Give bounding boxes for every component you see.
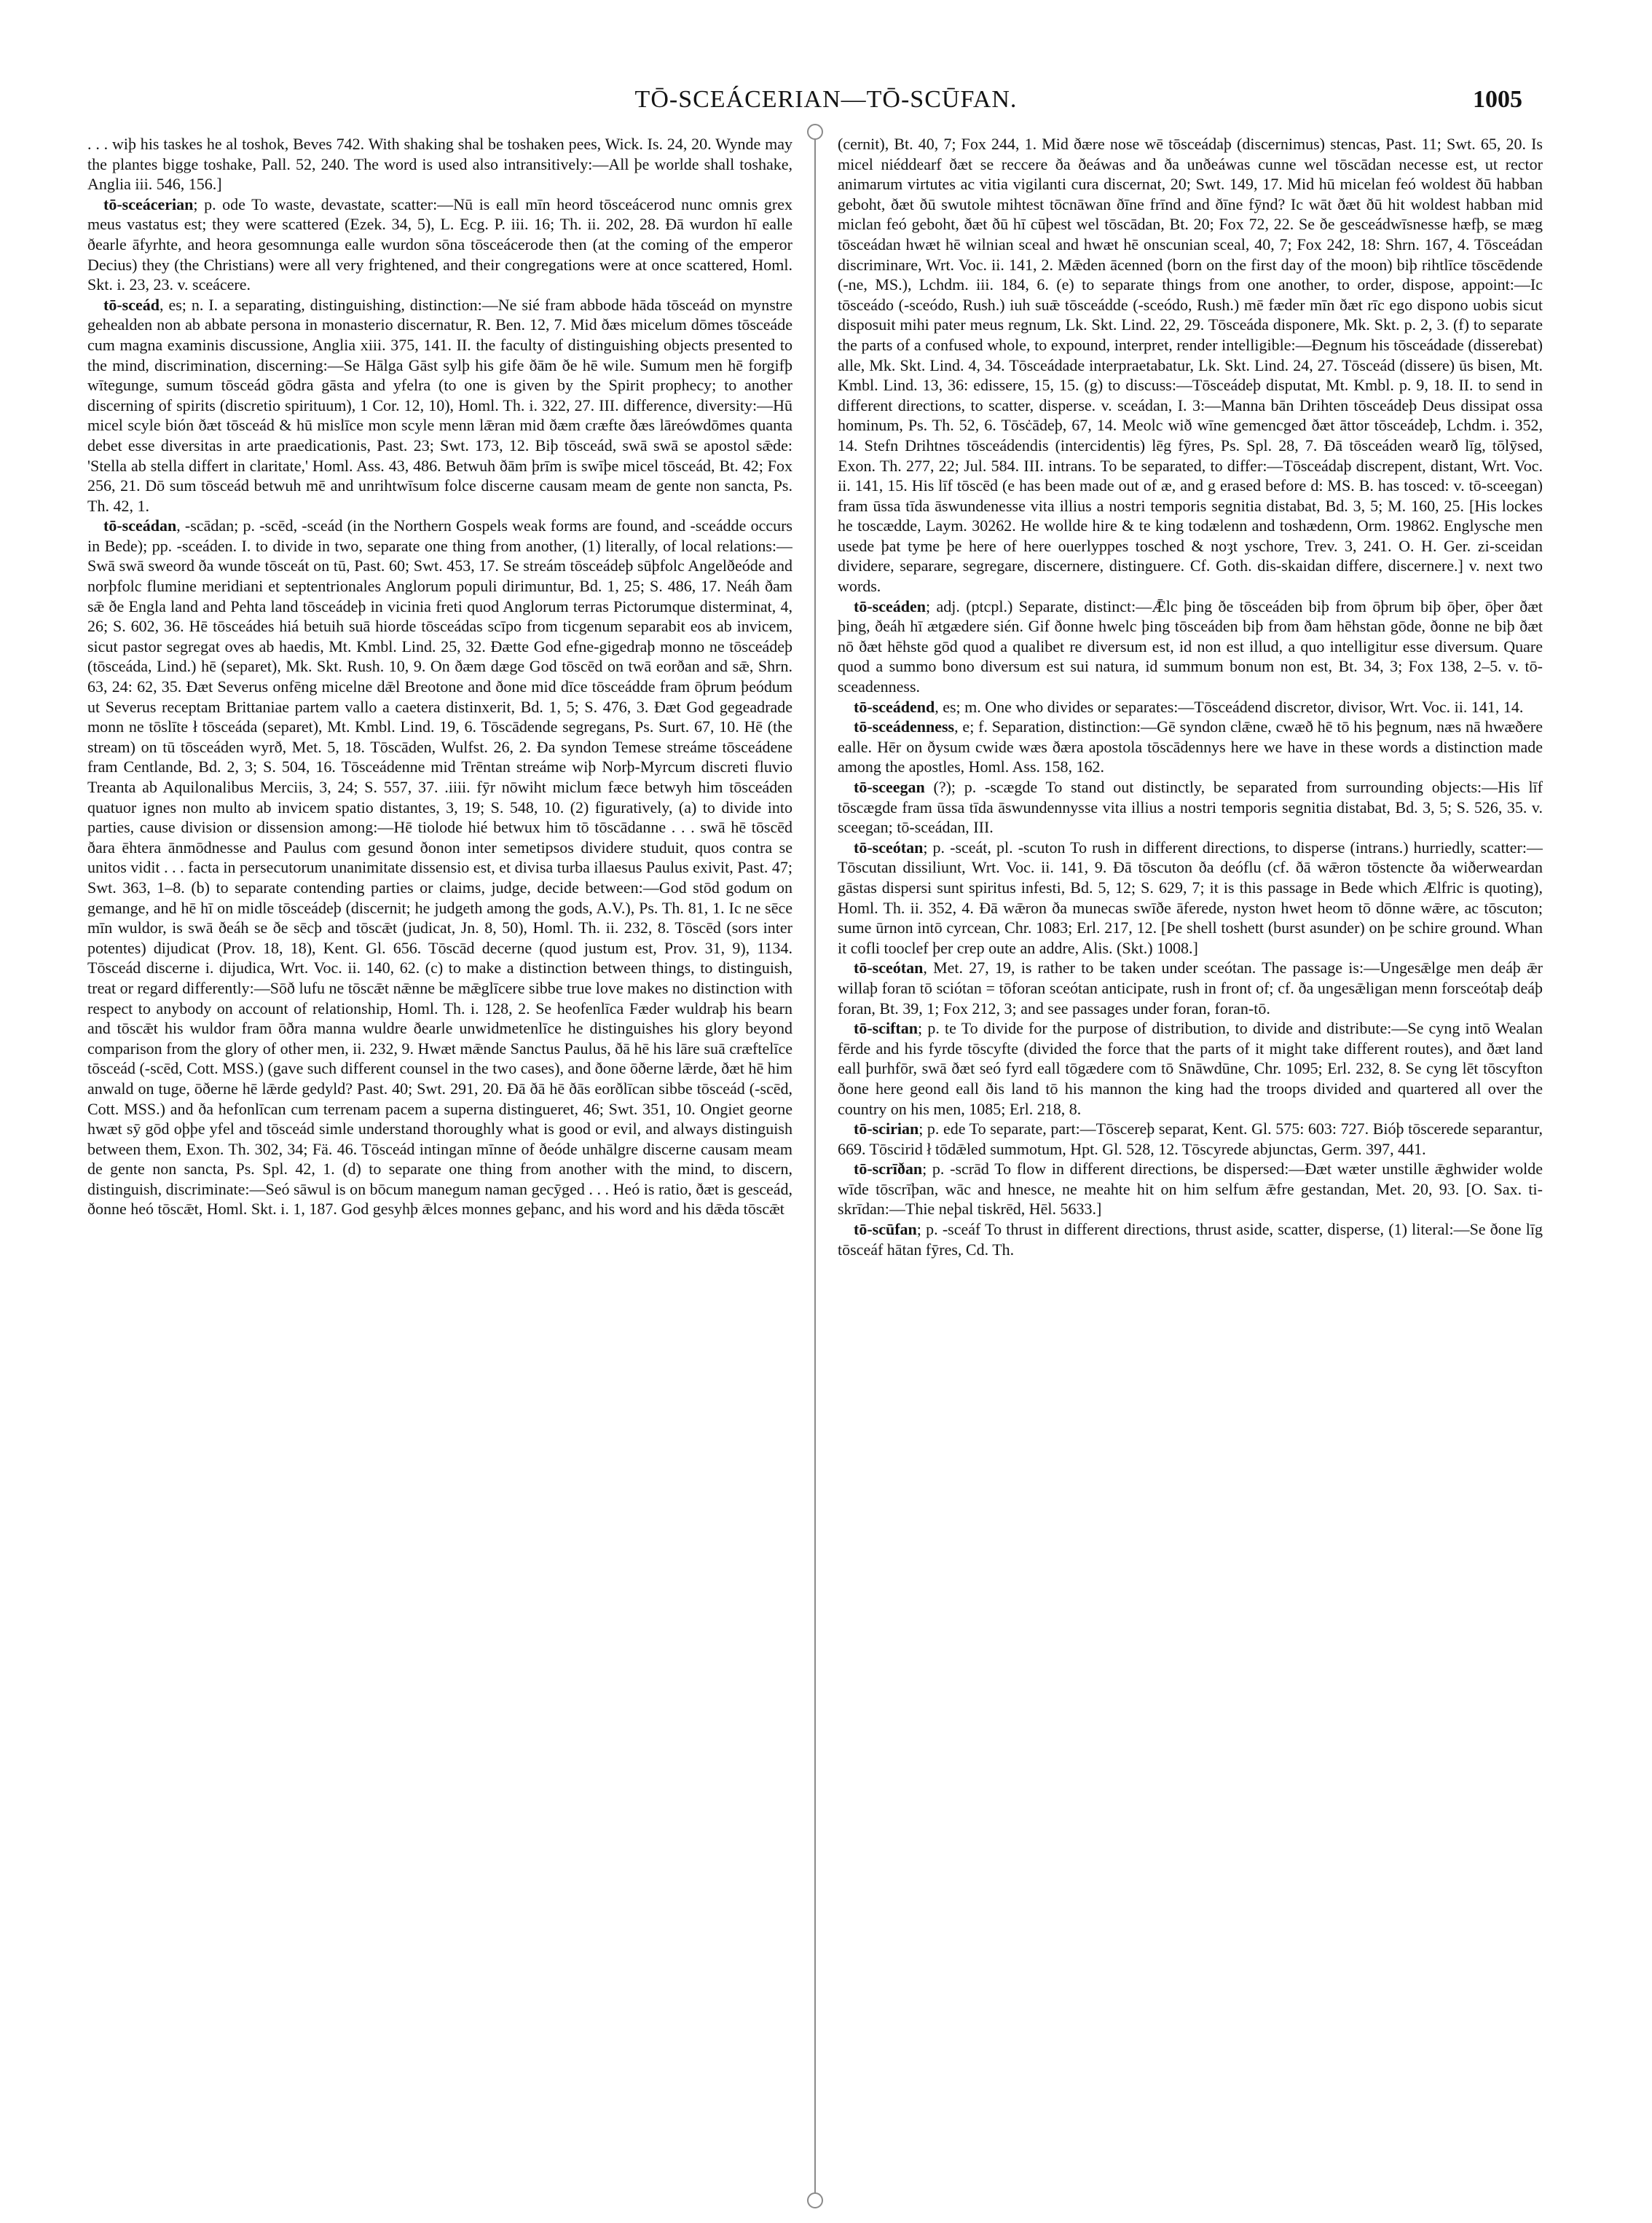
entry-text: ; p. ode To waste, devastate, scatter:—Nū is eall mīn heord tōsceácerod nunc omnis grex meus vastatus est; they were scattered (Ezek. 34, 5), L. Ecg. P. iii. 16; Th. ii. 202, 28. Ðā wurdon hī ealle ðearle āfyrhte, and heora gesomnunga ealle wurdon sōna tōsceácerode then (at the coming of the emperor Decius) they (the Christians) were all very frightened, and their congregations were at once scattered, Homl. Skt. i. 23, 23. v. sceácere. [87,194,792,294]
entry-text: (cernit), Bt. 40, 7; Fox 244, 1. Mid ðære nose wē tōsceádaþ (discernimus) stencas, Past. 11; Swt. 65, 20. Is micel niéddearf ðæt se reccere ða ðeáwas and ða unðeáwas cunne wel tōscādan necesse est, ut rector animarum virtutes ac vitia vigilanti cura discernat, 20; Swt. 149, 17. Mid hū micelan feó woldest ðū habban geboht, ðæt ðū swutole mihtest tōcnāwan ðīne frīnd and ðīne fȳnd? Ic wāt ðæt ðū hit woldest habban mid miclan feó geboht, ðæt ðū hī cūþest wel tōscādan, Bt. 20; Fox 72, 22. Se ðe gesceádwīsnesse hæfþ, se mæg tōsceádan hwæt hē wilnian sceal and hwæt hē onscunian sceal, 40, 7; Fox 242, 18: Shrn. 167, 4. Tōsceádan discriminare, Wrt. Voc. ii. 141, 2. Mǣden ācenned (born on the first day of the moon) biþ rihtlīce tōscēdende (-ne, MS.), Lchdm. iii. 184, 6. (e) to separate things from one another, to order, dispose, appoint:—Ic tōsceádo (-sceódo, Rush.) iuh suǣ tōsceádde (-sceódo, Rush.) mē fæder mīn ðæt rīc ego dispono uobis sicut disposuit mihi pater meus regnum, Lk. Skt. Lind. 22, 29. Tōsceáda disponere, Mk. Skt. p. 2, 3. (f) to separate the parts of a confused whole, to expound, interpret, render intelligible:—Ðegnum his tōsceádade (disserebat) alle, Mk. Skt. Lind. 4, 34. Tōsceádade interpraetabatur, Lk. Skt. Lind. 24, 27. Tōsceád (dissere) ūs bisen, Mt. Kmbl. Lind. 13, 36: edissere, 15, 15. (g) to discuss:—Tōsceádeþ disputat, Mt. Kmbl. p. 9, 18. II. to send in different directions, to scatter, disperse. v. sceádan, I. 3:—Manna bān Drihten tōsceádeþ Deus dissipat ossa hominum, Ps. Th. 52, 6. Tōsċādeþ, 67, 14. Meolc wið wīne gemencged ðæt āttor tōsceádeþ, Lchdm. i. 352, 14. Stefn Drihtnes tōsceádendis (intercidentis) lēg fȳres, Ps. Spl. 28, 7. Ðā tōsceáden wearð līg, tōlȳsed, Exon. Th. 277, 22; Jul. 584. III. intrans. To be separated, to differ:—Tōsceádaþ discrepent, distant, Wrt. Voc. ii. 141, 15. His līf tōscēd (e has been made out of æ, and g erased before d: MS. B. has tosced: v. tō-sceegan) fram ūssa tīda āswundenesse vita illius a nostri temporis segnitia distabat, Bd. 3, 5; M. 160, 25. [His lockes he toscædde, Laym. 30262. He wollde hire & te king todælenn and toshædenn, Orm. 19862. Englysche men usede þat tyme þe here of here ouerlyppes tosched & noȝt yschore, Trev. 3, 241. O. H. Ger. zi-sceidan dividere, separare, segregare, discernere, distinguere. Cf. Goth. dis-skaidan differe, discernere.] v. next two words. [838,135,1543,596]
entry-text: ; p. -sceáf To thrust in different directions, thrust aside, scatter, disperse, (1) literal:—Se ðone līg tōsceáf hātan fȳres, Cd. Th. [838,1220,1543,1259]
entry-continuation [87,134,792,194]
entry-headword: tō-sceád [103,295,160,314]
entry-headword: tō-scirian [854,1120,919,1138]
divider-ornament-bottom [807,2192,823,2208]
entry-text: ; adj. (ptcpl.) Separate, distinct:—Ǣlc þing ðe tōsceáden biþ from ōþrum biþ ōþer, ōþer ðæt þing, ðeáh hī ætgædere sién. Gif ðonne hwelc þing tōsceáden biþ from ðam hēhstan gōde, ðonne ne biþ ðæt nō ðæt hēhste gōd quod a qualibet re diversum est, id non est illud, a quo intelligitur esse diversum. Quare quod a summo bono diversum est sui natura, id summum bonum non est, Bt. 34, 3; Fox 138, 2–5. v. tō-sceadenness. [838,597,1543,696]
dictionary-entry [838,1018,1543,1119]
divider-ornament-top [807,124,823,140]
entry-headword: tō-sceádend [854,697,935,716]
column-divider [814,130,816,2198]
entry-continuation [838,134,1543,597]
entry-text: , e; f. Separation, distinction:—Gē syndon clǣne, cwæð hē tō his þegnum, næs nā hwæðere ealle. Hēr on ðysum cwide wæs ðæra apostola tōscādennys here we have in these words a distinction made among the apostles, Homl. Ass. 158, 162. [838,717,1543,776]
entry-text: . . . wiþ his taskes he al toshok, Beves 742. With shaking shal be toshaken pees, Wick. Is. 24, 20. Wynde may the plantes bigge toshake, Pall. 52, 240. The word is used also intransitively:—All þe worlde shall toshake, Anglia iii. 546, 156.] [87,135,792,194]
dictionary-entry [87,295,792,516]
dictionary-entry [87,516,792,1219]
running-head [0,86,1652,115]
page-number: 1005 [1473,86,1522,113]
entry-headword: tō-sceótan [854,959,924,977]
right-column [838,134,1543,2173]
dictionary-entry [838,1219,1543,1259]
entry-headword: tō-sceáden [854,597,926,615]
dictionary-entry [838,777,1543,838]
entry-text: , es; n. I. a separating, distinguishing, distinction:—Ne sié fram abbode hāda tōsceád on mynstre gehealden non ab abbate persona in monasterio discernatur, R. Ben. 12, 7. Mid ðæs micelum dōmes tōsceáde cum magna examinis discussione, Anglia xiii. 375, 141. II. the faculty of distinguishing objects presented to the mind, discrimination, discerning:—Se Hālga Gāst sylþ his gife ðām ðe hē wile. Sumum men hē forgifþ wītegunge, sumum tōsceád gōdra gāsta and yfelra (to one is given by the Spirit prophecy; to another discerning of spirits (discretio spirituum), 1 Cor. 12, 10), Homl. Th. i. 322, 27. III. difference, diversity:—Hū micel scyle bión ðæt tōsceád & hū mislīce mon scyle menn lǣran mid ðæm cræfte ðæs lāreówdōmes quanta debet esse diversitas in arte praedicationis, Past. 23; Swt. 173, 12. Biþ tōsceád, swā swā se apostol sǣde: 'Stella ab stella differt in claritate,' Homl. Ass. 43, 486. Betwuh ðām þrīm is swīþe micel tōsceád, Bt. 42; Fox 256, 21. Dō sum tōsceád betwuh mē and unrihtwīsum folce discerne causam meam de gente non sancta, Ps. Th. 42, 1. [87,295,792,515]
entry-headword: tō-sceácerian [103,194,194,213]
entry-headword: tō-sciftan [854,1019,918,1038]
entry-headword: tō-scrīðan [854,1160,923,1179]
entry-headword: tō-sceádenness [854,717,955,736]
dictionary-entry [838,1119,1543,1159]
entry-text: , -scādan; p. -scēd, -sceád (in the Northern Gospels weak forms are found, and -sceádde occurs in Bede); pp. -sceáden. I. to divide in two, separate one thing from another, (1) literally, of local relations:—Swā swā sweord ða wunde tōsceát on tū, Past. 60; Swt. 453, 17. Se streám tōsceádeþ sūþfolc Angelðeóde and norþfolc flumine meridiani et septentrionales Anglorum populi dirimuntur, Bd. 1, 25; S. 486, 17. Neáh ðam sǣ ðe Engla land and Pehta land tōsceádeþ in vicinia freti quod Anglorum terras Pictorumque disterminat, 4, 26; S. 602, 36. Hē tōsceádes hiá betuih suā hiorde tōsceádas scīpo from ticgenum separabit eos ab invicem, sicut pastor segregat oves ab haedis, Mt. Kmbl. Lind. 25, 32. Ðætte God efne-gigedraþ monno ne tōsceádeþ (tōsceáda, Lind.) hē (separet), Mk. Skt. Rush. 10, 9. On ðæm dæge God tōscēd on twā eorðan and sǣ, Shrn. 63, 24: 62, 35. Ðæt Severus onfēng micelne dǣl Breotone and ðone mid dīce tōsceádde fram ōþrum þeódum ut Severus receptam Brittaniae partem vallo a caetera distinxerit, Bd. 1, 5; S. 476, 3. Ðæt God gegeadrade monn ne tōslīte ł tōsceáda (separet), Mt. Kmbl. Lind. 19, 6. Tōscādende segregans, Ps. Surt. 67, 10. Hē (the stream) on tū tōsceáden wyrð, Met. 5, 18. Tōscāden, Wulfst. 26, 2. Ða syndon Temese streáme tōsceádene fram Centlande, Bd. 2, 3; S. 504, 16. Tōsceádenne mid Trēntan streáme wiþ Norþ-Myrcum discreti fluvio Treanta ab Aquilonalibus Merciis, 3, 24; S. 557, 37. .iiii. fȳr nōwiht miclum fæce betwyh him tōsceáden quatuor ignes non multo ab invicem spatio distantes, 3, 19; S. 548, 10. (2) figuratively, (a) to divide into parties, cause division or dissension among:—Hē tiolode hié betwux him tō tōscādanne . . . swā hē tōscēd ðara ēhtera ānmōdnesse and Paulus com gesund ðonon inter semetipsos dividere studuit, quos contra se unitos vidit . . . facta in persecutorum unanimitate dissensio est, et divisa turba illaesus Paulus exivit, Past. 47; Swt. 363, 1–8. (b) to separate contending parties or claims, judge, decide between:—God stōd godum on gemange, and hē hī on midle tōsceádeþ (discernit; he judgeth among the gods, A.V.), Ps. Th. 81, 1. Ic ne sēce mīn wuldor, is swā ðeáh se ðe sēcþ and tōscǣt (judicat, Jn. 8, 50), Homl. Th. ii. 232, 8. Tōscēd (sors inter potentes) dijudicat (Prov. 18, 18), Kent. Gl. 656. Tōscād decerne (quod justum est, Prov. 31, 9), 1134. Tōsceád discerne i. dijudica, Wrt. Voc. ii. 140, 62. (c) to make a distinction between things, to distinguish, treat or regard differently:—Sōð lufu ne tōscǣt nǣnne be mǣglīcere sibbe true love makes no distinction with respect to anybody on account of relationship, Homl. Th. i. 128, 2. Se heofenlīca Fæder wuldraþ his bearn and tōscǣt his wuldor fram ōðra manna wuldre ðearle unwidmetenlīce he distinguishes his glory beyond comparison from the glory of other men, ii. 232, 9. Hwæt mǣnde Sanctus Paulus, ðā hē his lāre suā cræftelīce tōsceád (-scēd, Cott. MSS.) (gave such different counsel in the two cases), and ðone ōðerne lǣrde, ðæt hē him anwald on tuge, ōðerne hē lǣrde gedyld? Past. 40; Swt. 291, 20. Ðā ðā hē ðās eorðlīcan sibbe tōsceád (-scēd, Cott. MSS.) and ða hefonlīcan cum terrenam pacem a superna distingueret, 46; Swt. 351, 10. Ongiet georne hwæt sȳ gōd oþþe yfel and tōsceád simle understand thoroughly what is good or evil, and always distinguish between them, Exon. Th. 302, 34; Fä. 46. Tōsceád intingan mīnne of ðeóde unhālgre discerne causam meam de gente non sancta, Ps. Spl. 42, 1. (d) to separate one thing from another with the mind, to discern, distinguish, discriminate:—Seó sāwul is on bōcum manegum naman gecȳged . . . Heó is ratio, ðæt is gesceád, ðonne heó tōscǣt, Homl. Skt. i. 1, 187. God gesyhþ ǣlces monnes geþanc, and his word and his dǣda tōscǣt [87,516,792,1219]
dictionary-entry [838,697,1543,717]
left-column [87,134,792,2173]
dictionary-entry [87,194,792,295]
entry-text: (?); p. -scægde To stand out distinctly, be separated from surrounding objects:—His līf tōscægde fram ūssa tīda āswundennysse vita illius a nostri temporis segnitia distabat, Bd. 3, 5; S. 526, 35. v. sceegan; tō-sceádan, III. [838,778,1543,837]
entry-text: ; p. -scrād To flow in different directions, be dispersed:—Ðæt wæter unstille ǣghwider wolde wīde tōscrīþan, wāc and hnesce, ne meahte hit on him selfum ǣfre gestandan, Met. 20, 93. [O. Sax. ti-skrīdan:—Thie neþal tiskrēd, Hēl. 5633.] [838,1160,1543,1219]
entry-text: ; p. te To divide for the purpose of distribution, to divide and distribute:—Se cyng intō Wealan fērde and his fyrde tōscyfte (divided the force that the parts of it might take different routes), and ðæt land eall þurhfōr, swā ðæt seó fyrd eall tōgædere com tō Snāwdūne, Chr. 1095; Erl. 232, 8. Se cyng lēt tōscyfton ðone here geond eall ðis land tō his mannon the king had the troops divided and quartered all over the country on his men, 1085; Erl. 218, 8. [838,1019,1543,1118]
entry-headword: tō-sceótan [854,838,924,857]
dictionary-entry [838,717,1543,777]
entry-headword: tō-sceádan [103,516,177,535]
entry-text: , Met. 27, 19, is rather to be taken under sceótan. The passage is:—Ungesǣlge men deáþ ǣr willaþ foran tō sciótan = tōforan sceótan anticipate, rush in front of; cf. ða ungesǣligan menn forsceótaþ deáþ foran, Bt. 39, 1; Fox 212, 3; and see passages under foran, foran-tō. [838,959,1543,1018]
entry-text: ; p. ede To separate, part:—Tōscereþ separat, Kent. Gl. 575: 603: 727. Bióþ tōscerede separantur, 669. Tōscirid ł tōdǣled summotum, Hpt. Gl. 528, 12. Tōscyrede abjunctas, Germ. 397, 441. [838,1120,1543,1158]
entry-text: ; p. -sceát, pl. -scuton To rush in different directions, to disperse (intrans.) hurriedly, scatter:—Tōscutan dissiliunt, Wrt. Voc. ii. 141, 9. Ðā tōscuton ða deóflu (cf. ðā wǣron tōstencte ða wiðerweardan gāstas dispersi sunt spiritus infesti, Bd. 5, 12; S. 629, 7; it is this passage in Bede which Ælfric is quoting), Homl. Th. ii. 352, 4. Ðā wǣron ða munecas swīðe āferede, nyston hwet heom tō dōnne wǣre, ac tōscuton; sume ūrnon intō cyrcean, Chr. 1083; Erl. 217, 12. [Þe shell toshett (burst asunder) on þe schire ground. Whan it cofli tooclef þer crep oute an addre, Alis. (Skt.) 1008.] [838,838,1543,957]
running-title: TŌ-SCEÁCERIAN—TŌ-SCŪFAN. [634,86,1018,113]
entry-headword: tō-sceegan [854,778,925,796]
entry-text: , es; m. One who divides or separates:—Tōsceádend discretor, divisor, Wrt. Voc. ii. 141, 14. [935,697,1524,716]
dictionary-entry [838,597,1543,697]
dictionary-entry [838,1159,1543,1219]
dictionary-entry [838,958,1543,1018]
dictionary-entry [838,838,1543,959]
entry-headword: tō-scūfan [854,1220,917,1239]
